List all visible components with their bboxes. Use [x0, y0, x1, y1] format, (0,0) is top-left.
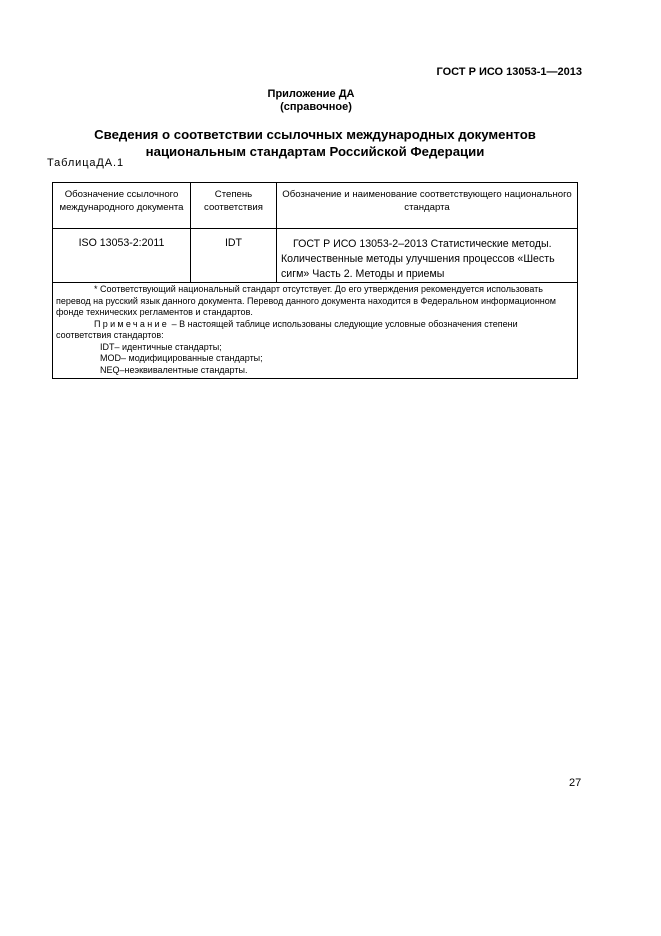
header-ref-doc: Обозначение ссылочного международного документа: [53, 183, 191, 229]
correspondence-table: [52, 182, 578, 379]
note-text: – В настоящей таблице использованы следующие условные обозначения степени соответствия стандартов:: [56, 318, 518, 340]
table-header-row: [53, 183, 578, 229]
legend-neq: NEQ–неэквивалентные стандарты.: [100, 364, 248, 375]
table-notes: [53, 283, 578, 379]
legend-mod: MOD– модифицированные стандарты;: [100, 353, 263, 363]
page-number: 27: [569, 777, 582, 789]
note-label: Примечание: [94, 318, 170, 329]
footnote: * Соответствующий национальный стандарт отсутствует. До его утверждения рекомендуется использовать перевод на русский язык данного документа. Перевод данного документа находится в Федеральном информационном фонде технических регламентов и стандартов.: [56, 284, 556, 317]
annex-subtitle: (справочное): [280, 101, 352, 113]
document-code: ГОСТ Р ИСО 13053-1—2013: [436, 66, 582, 78]
cell-national-standard: ГОСТ Р ИСО 13053-2–2013 Статистические методы. Количественные методы улучшения процессов «Шесть сигм» Часть 2. Методы и приемы: [277, 229, 578, 283]
annex-title: Приложение ДА: [267, 88, 355, 100]
heading-line-2: национальным стандартам Российской Федерации: [145, 144, 485, 159]
cell-degree: IDT: [191, 229, 277, 283]
legend-idt: IDT– идентичные стандарты;: [100, 341, 222, 352]
table-notes-row: [53, 283, 578, 379]
table-label: ТаблицаДА.1: [47, 157, 124, 169]
header-degree: Степень соответствия: [191, 183, 277, 229]
heading-line-1: Сведения о соответствии ссылочных международных документов: [94, 127, 536, 142]
cell-ref-doc: ISO 13053-2:2011: [53, 229, 191, 283]
table-row: [53, 229, 578, 283]
section-heading: [52, 126, 578, 160]
header-national-standard: Обозначение и наименование соответствующего национального стандарта: [277, 183, 578, 229]
note: [56, 319, 574, 342]
